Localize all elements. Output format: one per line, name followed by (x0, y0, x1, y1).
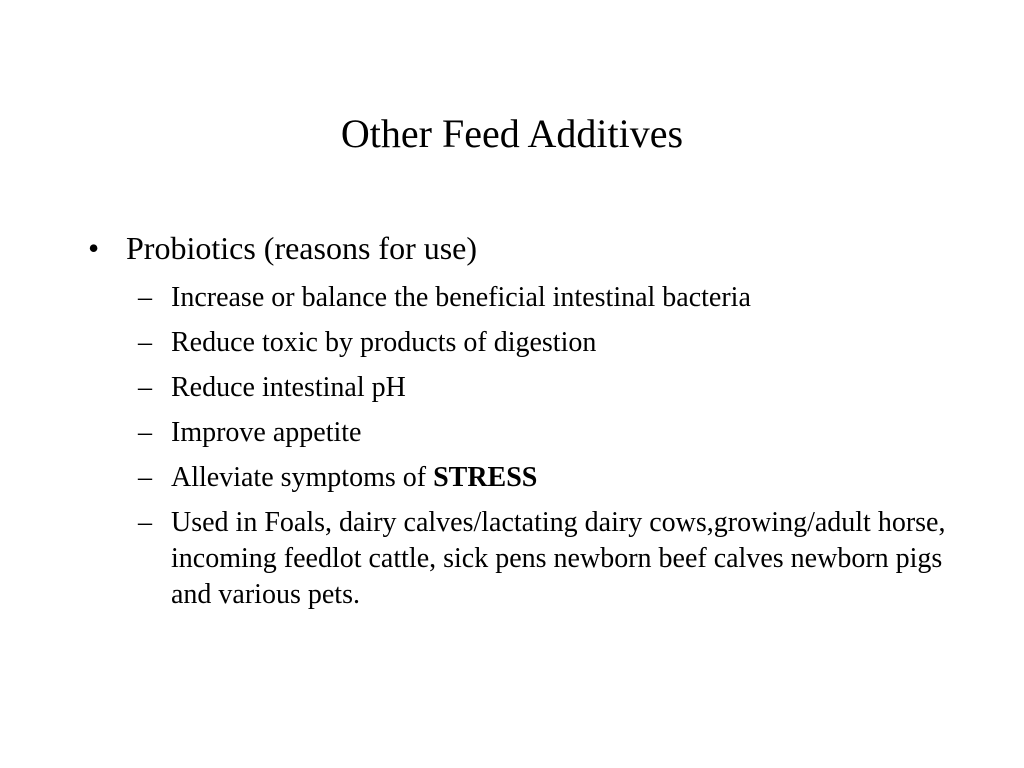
bullet-item (88, 228, 948, 268)
sub-bullet-marker: – (138, 507, 152, 538)
sub-bullet-text: Increase or balance the beneficial intestinal bacteria (171, 282, 751, 313)
sub-bullet-list (138, 280, 958, 622)
sub-bullet-marker: – (138, 327, 152, 358)
sub-bullet-marker: – (138, 462, 152, 493)
sub-bullet-text: Reduce intestinal pH (171, 372, 406, 403)
sub-bullet-text: Improve appetite (171, 417, 362, 448)
sub-bullet-text-prefix: Alleviate symptoms of (171, 462, 434, 493)
sub-bullet-text: Reduce toxic by products of digestion (171, 327, 597, 358)
bullet-text: Probiotics (reasons for use) (126, 230, 478, 266)
slide-title: Other Feed Additives (340, 111, 684, 156)
stress-emphasis: STRESS (433, 462, 538, 493)
sub-bullet-item (138, 280, 958, 316)
sub-bullet-item (138, 415, 958, 451)
sub-bullet-marker: – (138, 417, 152, 448)
sub-bullet-item (138, 325, 958, 361)
sub-bullet-item (138, 370, 958, 406)
sub-bullet-text (171, 460, 958, 496)
sub-bullet-item (138, 460, 958, 496)
bullet-marker: • (88, 230, 100, 266)
sub-bullet-marker: – (138, 282, 152, 313)
sub-bullet-text: Used in Foals, dairy calves/lactating dairy cows,growing/adult horse, incoming feedlot cattle, sick pens newborn beef calves newborn pigs and various pets. (171, 507, 946, 610)
sub-bullet-item (138, 505, 958, 613)
sub-bullet-marker: – (138, 372, 152, 403)
